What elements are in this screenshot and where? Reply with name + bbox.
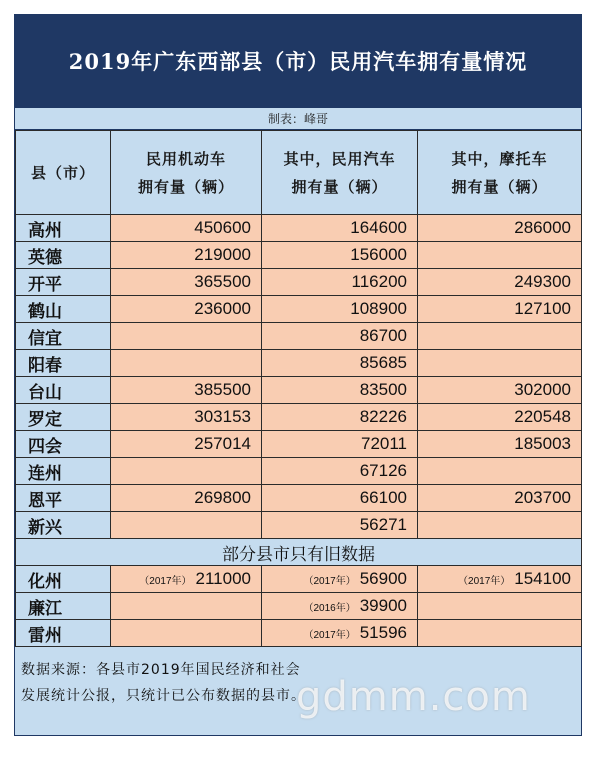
table-title: 2019年广东西部县（市）民用汽车拥有量情况 [15, 15, 581, 107]
table-body [16, 215, 582, 647]
motorcycles-value [418, 350, 582, 377]
motorcycles-year: （2017年） [458, 576, 511, 587]
motor-vehicles-value: 303153 [111, 404, 262, 431]
header-motorcycles-line1: 其中，摩托车 [451, 149, 548, 168]
motor-vehicles-value-cell [111, 620, 262, 647]
motorcycles-value [418, 458, 582, 485]
county-name: 台山 [16, 377, 111, 404]
motor-vehicles-value: 211000 [195, 569, 251, 588]
header-motor-vehicles-line1: 民用机动车 [145, 149, 226, 168]
motor-vehicles-value [111, 512, 262, 539]
motor-vehicles-value-cell [111, 566, 262, 593]
author-line: 制表：峰哥 [15, 107, 581, 130]
cars-year: （2016年） [303, 603, 356, 614]
motor-vehicles-value: 365500 [111, 269, 262, 296]
cars-value: 67126 [262, 458, 418, 485]
cars-value: 56900 [359, 569, 407, 588]
header-cars-line1: 其中，民用汽车 [283, 149, 396, 168]
motorcycles-value [418, 512, 582, 539]
cars-value: 66100 [262, 485, 418, 512]
motor-vehicles-value: 450600 [111, 215, 262, 242]
motorcycles-value: 302000 [418, 377, 582, 404]
county-name: 英德 [16, 242, 111, 269]
county-name: 四会 [16, 431, 111, 458]
header-motorcycles [418, 131, 582, 215]
table-row [16, 323, 582, 350]
cars-value: 82226 [262, 404, 418, 431]
county-name: 连州 [16, 458, 111, 485]
motor-vehicles-value-cell [111, 593, 262, 620]
motor-vehicles-value [111, 350, 262, 377]
header-cars-line2: 拥有量（辆） [291, 177, 388, 196]
motorcycles-value-cell [418, 566, 582, 593]
cars-value: 108900 [262, 296, 418, 323]
header-row [16, 131, 582, 215]
motorcycles-value: 249300 [418, 269, 582, 296]
data-table [15, 130, 582, 647]
cars-value-cell [262, 593, 418, 620]
motorcycles-value: 203700 [418, 485, 582, 512]
county-name: 信宜 [16, 323, 111, 350]
county-name: 高州 [16, 215, 111, 242]
motorcycles-value: 185003 [418, 431, 582, 458]
table-row [16, 269, 582, 296]
motorcycles-value: 286000 [418, 215, 582, 242]
header-county: 县（市） [16, 131, 111, 215]
cars-value: 56271 [262, 512, 418, 539]
cars-value: 83500 [262, 377, 418, 404]
county-name: 恩平 [16, 485, 111, 512]
motor-vehicles-value: 236000 [111, 296, 262, 323]
header-motor-vehicles-line2: 拥有量（辆） [137, 177, 234, 196]
motor-vehicles-year: （2017年） [139, 576, 192, 587]
source-line-1: 数据来源：各县市2019年国民经济和社会 [21, 662, 301, 678]
cars-year: （2017年） [303, 576, 356, 587]
cars-value: 116200 [262, 269, 418, 296]
county-name: 廉江 [16, 593, 111, 620]
motor-vehicles-value: 385500 [111, 377, 262, 404]
cars-value: 39900 [359, 596, 407, 615]
header-cars [262, 131, 418, 215]
cars-value: 164600 [262, 215, 418, 242]
table-row [16, 377, 582, 404]
cars-value: 85685 [262, 350, 418, 377]
section-label: 部分县市只有旧数据 [16, 539, 582, 566]
table-row [16, 215, 582, 242]
motor-vehicles-value: 269800 [111, 485, 262, 512]
cars-value: 51596 [359, 623, 407, 642]
header-motor-vehicles [111, 131, 262, 215]
motorcycles-value-cell [418, 593, 582, 620]
table-row [16, 512, 582, 539]
section-row [16, 539, 582, 566]
table-row-old [16, 620, 582, 647]
table-row-old [16, 566, 582, 593]
county-name: 雷州 [16, 620, 111, 647]
motor-vehicles-value [111, 458, 262, 485]
cars-value: 86700 [262, 323, 418, 350]
table-row-old [16, 593, 582, 620]
header-motorcycles-line2: 拥有量（辆） [451, 177, 548, 196]
motor-vehicles-value [111, 323, 262, 350]
cars-value-cell [262, 620, 418, 647]
cars-value-cell [262, 566, 418, 593]
motorcycles-value-cell [418, 620, 582, 647]
county-name: 开平 [16, 269, 111, 296]
cars-value: 72011 [262, 431, 418, 458]
motorcycles-value: 220548 [418, 404, 582, 431]
table-sheet [14, 14, 582, 736]
county-name: 阳春 [16, 350, 111, 377]
motorcycles-value: 127100 [418, 296, 582, 323]
table-row [16, 296, 582, 323]
source-line-2: 发展统计公报，只统计已公布数据的县市。 [21, 688, 306, 704]
table-row [16, 431, 582, 458]
county-name: 新兴 [16, 512, 111, 539]
table-row [16, 350, 582, 377]
motorcycles-value [418, 323, 582, 350]
county-name: 化州 [16, 566, 111, 593]
motor-vehicles-value: 257014 [111, 431, 262, 458]
table-row [16, 485, 582, 512]
county-name: 鹤山 [16, 296, 111, 323]
table-row [16, 458, 582, 485]
table-row [16, 404, 582, 431]
motorcycles-value: 154100 [514, 569, 571, 588]
motorcycles-value [418, 242, 582, 269]
cars-year: （2017年） [303, 630, 356, 641]
motor-vehicles-value: 219000 [111, 242, 262, 269]
cars-value: 156000 [262, 242, 418, 269]
county-name: 罗定 [16, 404, 111, 431]
table-row [16, 242, 582, 269]
watermark-text: gdmm.com [296, 674, 531, 720]
